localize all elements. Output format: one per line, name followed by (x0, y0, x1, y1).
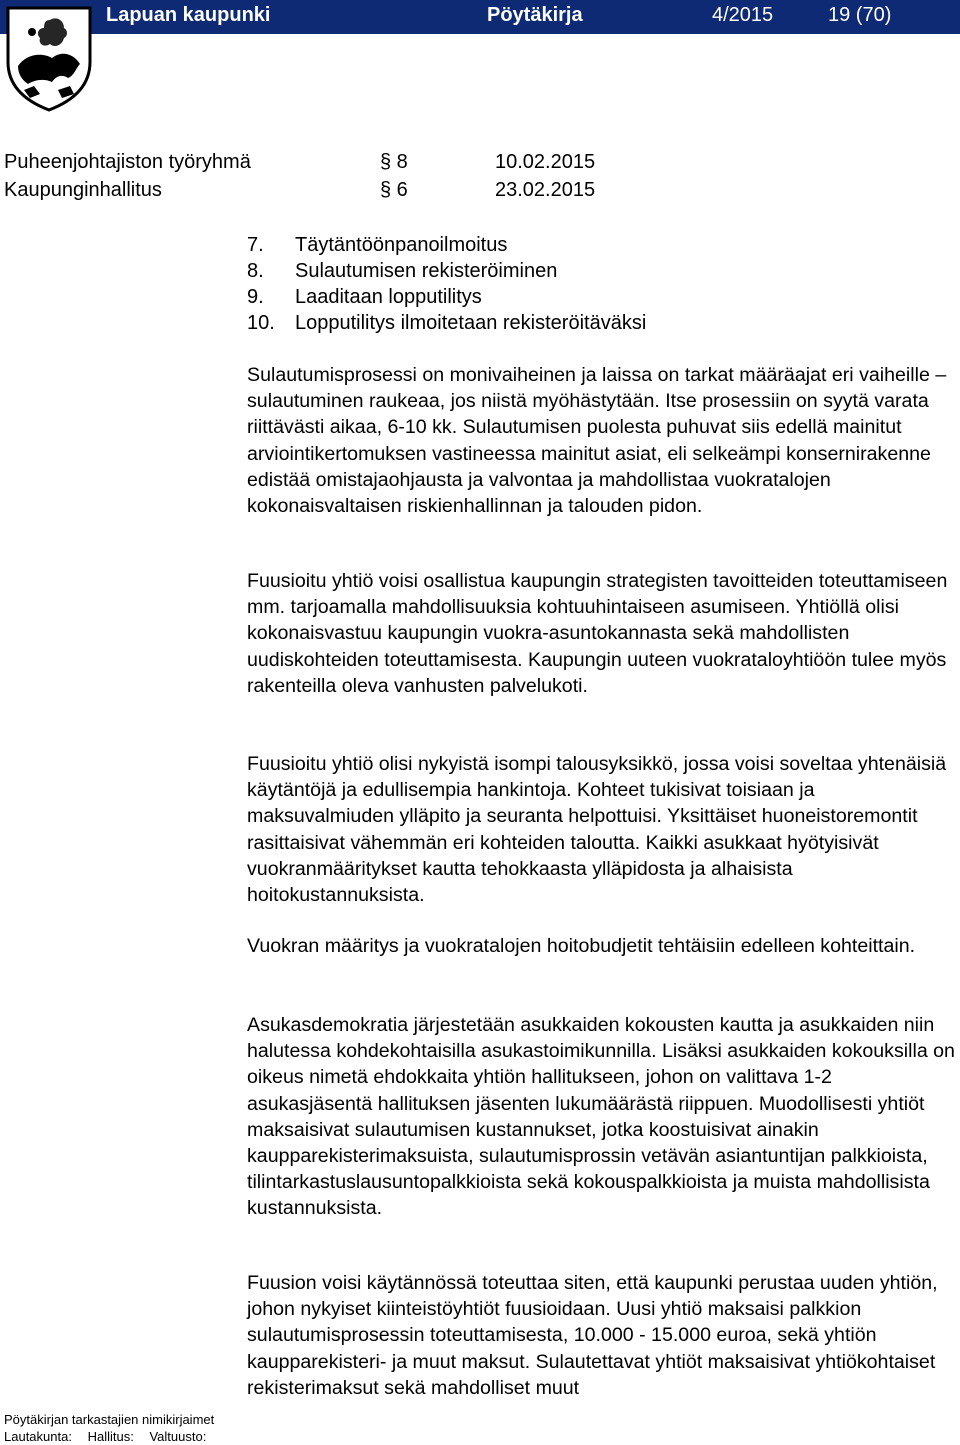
step-text: Sulautumisen rekisteröiminen (295, 260, 558, 282)
body-paragraph: Sulautumisprosessi on monivaiheinen ja laissa on tarkat määräajat eri vaiheille – sulautuminen raukeaa, jos niistä myöhästytään. Itse prosessiin on syytä varata riittävästi aikaa, 6-10 kk. Sulautumisen puolesta puhuvat siis edellä mainitut arviointikertomuksen vastineessa mainitut asiat, eli selkeämpi konsernirakenne edistää omistajaohjausta ja valvontaa ja mahdollistaa vuokratalojen kokonaisvaltaisen riskienhallinnan ja talouden pidon. (247, 364, 947, 518)
coat-of-arms-icon (4, 4, 94, 112)
meeting-body: Puheenjohtajiston työryhmä (4, 151, 251, 173)
step-number: 7. (247, 234, 264, 256)
section-number: § 8 (380, 151, 408, 173)
meeting-date: 10.02.2015 (495, 151, 596, 173)
meeting-body: Kaupunginhallitus (4, 179, 162, 201)
footer-initials-labels (4, 1428, 218, 1445)
list-item (247, 232, 646, 258)
step-text: Täytäntöönpanoilmoitus (295, 234, 508, 256)
page-indicator: 19 (70) (828, 4, 892, 26)
section-number: § 6 (380, 179, 408, 201)
footer-title: Pöytäkirjan tarkastajien nimikirjaimet (4, 1412, 215, 1427)
footer-label-government: Hallitus: (87, 1429, 134, 1444)
list-item (247, 284, 646, 310)
organization-name: Lapuan kaupunki (106, 4, 271, 26)
step-number: 9. (247, 286, 264, 308)
body-paragraph: Vuokran määritys ja vuokratalojen hoitobudjetit tehtäisiin edelleen kohteittain. (247, 935, 916, 957)
list-item (247, 310, 646, 336)
step-number: 8. (247, 260, 264, 282)
list-item (247, 258, 646, 284)
document-header-bar (0, 0, 960, 34)
footer-label-council: Valtuusto: (149, 1429, 207, 1444)
step-text: Lopputilitys ilmoitetaan rekisteröitäväksi (295, 312, 647, 334)
process-steps-list (247, 232, 646, 336)
step-text: Laaditaan lopputilitys (295, 286, 482, 308)
page-footer (4, 1411, 218, 1445)
body-paragraph: Asukasdemokratia järjestetään asukkaiden kokousten kautta ja asukkaiden niin halutessa kohdekohtaisilla asukastoimikunnilla. Lisäksi asukkaiden kokouksilla on oikeus nimetä ehdokkaita yhtiön hallitukseen, johon on valittava 1-2 asukasjäsentä hallituksen jäsenten lukumäärästä riippuen. Muodollisesti yhtiöt maksaisivat sulautumisen kustannukset, jotka koostuisivat ainakin kaupparekisterimaksuista, sulautumisprossin vetävän asiantuntijan palkkioista, tilintarkastuslausuntopalkkioista sekä kokouspalkkioista ja muista mahdollisista kustannuksista. (247, 1014, 955, 1220)
body-paragraph: Fuusioitu yhtiö voisi osallistua kaupungin strategisten tavoitteiden toteuttamiseen mm. tarjoamalla mahdollisuuksia kohtuuhintaiseen asumiseen. Yhtiöllä olisi kokonaisvastuu kaupungin vuokra-asuntokannasta sekä mahdollisten uudiskohteiden toteuttamisesta. Kaupungin uuteen vuokrataloyhtiöön tulee myös rakenteilla oleva vanhusten palvelukoti. (247, 570, 948, 697)
body-paragraph: Fuusioitu yhtiö olisi nykyistä isompi talousyksikkö, jossa voisi soveltaa yhtenäisiä käytäntöjä ja edullisempia hankintoja. Kohteet tukisivat toisiaan ja maksuvalmiuden ylläpito ja seuranta helpottuisi. Yksittäiset huoneistoremontit rasittaisivat vähemmän eri kohteiden taloutta. Kaikki asukkaat hyötyisivät vuokranmääritykset kautta tehokkaasta ylläpidosta ja alhaisista hoitokustannuksista. (247, 753, 947, 907)
body-paragraph: Fuusion voisi käytännössä toteuttaa siten, että kaupunki perustaa uuden yhtiön, johon nykyiset kiinteistöyhtiöt fuusioidaan. Uusi yhtiö maksaisi palkkion sulautumisprosessin toteuttamisesta, 10.000 - 15.000 euroa, sekä yhtiön kaupparekisteri- ja muut maksut. Sulautettavat yhtiöt maksaisivat yhtiökohtaiset rekisterimaksut sekä mahdolliset muut (247, 1272, 938, 1399)
document-type: Pöytäkirja (487, 4, 583, 26)
step-number: 10. (247, 312, 275, 334)
footer-label-board: Lautakunta: (4, 1429, 72, 1444)
meeting-date: 23.02.2015 (495, 179, 596, 201)
document-number: 4/2015 (712, 4, 774, 26)
